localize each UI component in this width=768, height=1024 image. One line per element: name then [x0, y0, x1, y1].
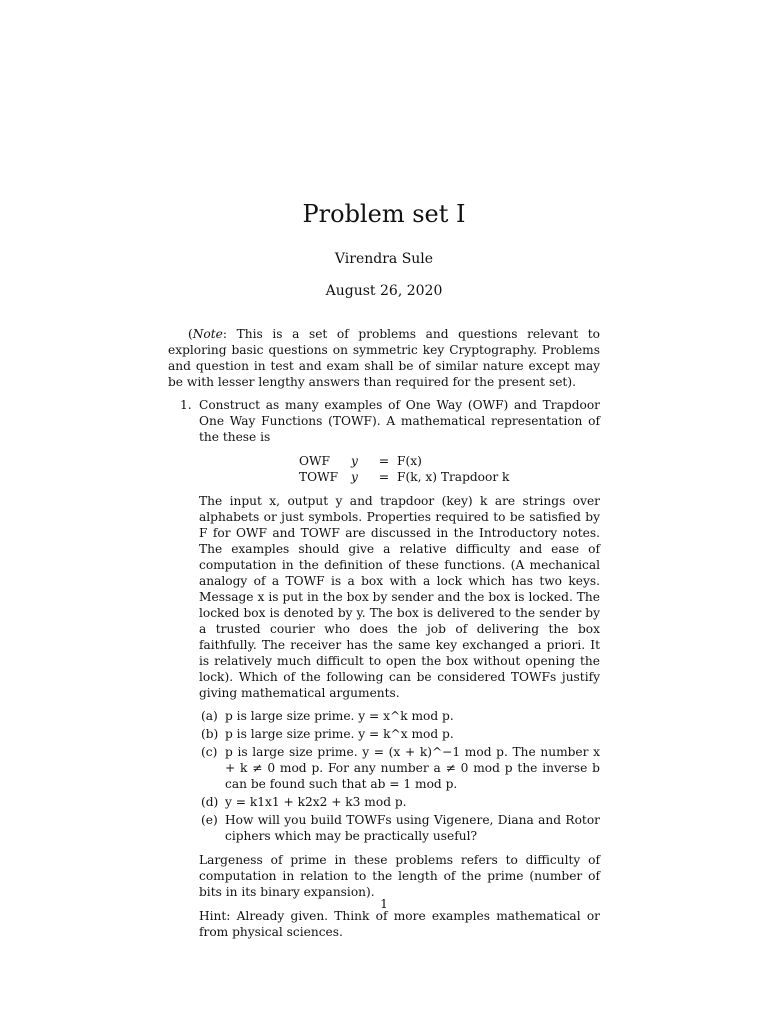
- equation-relation: =: [378, 454, 390, 468]
- subitem-c: [199, 744, 600, 792]
- hint-paragraph: Hint: Already given. Think of more examples mathematical or from physical sciences.: [199, 909, 600, 939]
- problem-number: 1.: [180, 398, 192, 412]
- equation-row: [299, 453, 509, 469]
- equation-rhs: F(k, x) Trapdoor k: [397, 470, 510, 484]
- page-number: 1: [380, 897, 388, 911]
- subitem-label: (a): [201, 709, 218, 723]
- equation-variable: y: [351, 454, 358, 468]
- paper-title: Problem set I: [302, 200, 466, 228]
- largeness-paragraph: Largeness of prime in these problems refers to difficulty of computation in relation to the length of the prime (number of bits in its binary expansion).: [199, 853, 600, 899]
- equation-variable: y: [351, 470, 358, 484]
- subitem-text: How will you build TOWFs using Vigenere, Diana and Rotor ciphers which may be practically useful?: [225, 813, 600, 843]
- note-label: Note: [192, 327, 223, 341]
- problem-1: [168, 397, 600, 940]
- problem-intro: Construct as many examples of One Way (OWF) and Trapdoor One Way Functions (TOWF). A mathematical representation of the these is: [199, 398, 600, 444]
- equation-label: OWF: [299, 454, 330, 468]
- subitem-label: (b): [201, 727, 219, 741]
- subitem-text: y = k1x1 + k2x2 + k3 mod p.: [225, 795, 407, 809]
- author-name: Virendra Sule: [334, 251, 434, 267]
- subitem-label: (d): [201, 795, 219, 809]
- subitem-text: p is large size prime. y = (x + k)^−1 mod p. The number x + k ≠ 0 mod p. For any number a ≠ 0 mod p the inverse b can be found such that ab = 1 mod p.: [225, 745, 600, 791]
- problem-body: [199, 397, 600, 940]
- equation-relation: =: [378, 470, 390, 484]
- subitem-text: p is large size prime. y = x^k mod p.: [225, 709, 454, 723]
- subitem-a: [199, 708, 600, 724]
- function-equations: [299, 453, 509, 485]
- equation-label: TOWF: [299, 470, 339, 484]
- subitem-d: [199, 794, 600, 810]
- subitem-list: [199, 708, 600, 844]
- subitem-e: [199, 812, 600, 844]
- subitem-label: (c): [201, 745, 218, 759]
- problem-description: The input x, output y and trapdoor (key) k are strings over alphabets or just symbols. Properties required to be satisfied by F for OWF and TOWF are discussed in the Introductory notes. The examples should give a relative difficulty and ease of computation in the definition of these functions. (A mechanical analogy of a TOWF is a box with a lock which has two keys. Message x is put in the box by sender and the box is locked. The locked box is denoted by y. The box is delivered to the sender by a trusted courier who does the job of delivering the box faithfully. The receiver has the same key exchanged a priori. It is relatively much difficult to open the box without opening the lock). Which of the following can be considered TOWFs justify giving mathematical arguments.: [199, 494, 600, 700]
- equation-rhs: F(x): [397, 454, 422, 468]
- subitem-label: (e): [201, 813, 218, 827]
- note-text: : This is a set of problems and questions relevant to exploring basic questions on symmetric key Cryptography. Problems and question in test and exam shall be of similar nature except may be with lesser lengthy answers than required for the present set).: [168, 327, 600, 389]
- note-paragraph: (Note: This is a set of problems and questions relevant to exploring basic questions on symmetric key Cryptography. Problems and question in test and exam shall be of similar nature except may be with lesser lengthy answers than required for the present set).: [168, 327, 600, 389]
- subitem-text: p is large size prime. y = k^x mod p.: [225, 727, 454, 741]
- subitem-b: [199, 726, 600, 742]
- publication-date: August 26, 2020: [325, 283, 443, 299]
- equation-row: [299, 469, 509, 485]
